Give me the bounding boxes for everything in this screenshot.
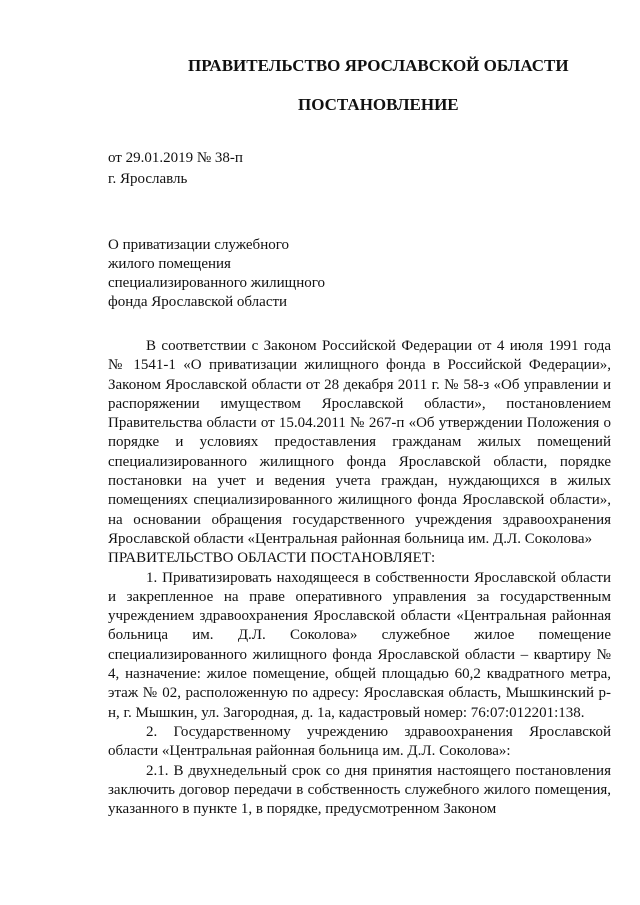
preamble-paragraph: В соответствии с Законом Российской Федерации от 4 июля 1991 года № 1541-1 «О приватизации жилищного фонда в Российской Федерации», Законом Ярославской области от 28 декабря 2011 г. № 58-з «Об управлении и распоряжении имуществом Ярославской области», постановлением Правительства области от 15.04.2011 № 267-п «Об утверждении Положения о порядке и условиях предоставления гражданам жилых помещений специализированного жилищного фонда Ярославской области, порядке постановки на учет и ведения учета граждан, нуждающихся в жилых помещениях специализированного жилищного фонда Ярославской области», на основании обращения государственного учреждения здравоохранения Ярославской области «Центральная районная больница им. Д.Л. Соколова» — [108, 338, 611, 547]
document-body — [108, 337, 611, 819]
item-1-paragraph: 1. Приватизировать находящееся в собственности Ярославской области и закрепленное на праве оперативного управления за государственным учреждением здравоохранения Ярославской области «Центральная районная больница им. Д.Л. Соколова» служебное жилое помещение специализированного жилищного фонда Ярославской области – квартиру № 4, назначение: жилое помещение, общей площадью 60,2 квадратного метра, этаж № 02, расположенную по адресу: Ярославская область, Мышкинский р-н, г. Мышкин, ул. Загородная, д. 1а, кадастровый номер: 76:07:012201:138. — [108, 569, 611, 721]
city: г. Ярославль — [108, 171, 188, 187]
subject-line: фонда Ярославской области — [108, 294, 288, 310]
document-type-heading: ПОСТАНОВЛЕНИЕ — [298, 95, 459, 114]
document-meta — [108, 148, 243, 190]
item-2-paragraph: 2. Государственному учреждению здравоохранения Ярославской области «Центральная районная больница им. Д.Л. Соколова»: — [108, 723, 611, 760]
date-number: от 29.01.2019 № 38-п — [108, 150, 243, 166]
document-subject — [108, 236, 358, 312]
subject-line: жилого помещения — [108, 256, 231, 272]
government-heading: ПРАВИТЕЛЬСТВО ЯРОСЛАВСКОЙ ОБЛАСТИ — [188, 56, 569, 75]
subject-line: О приватизации служебного — [108, 237, 289, 253]
resolves-line: ПРАВИТЕЛЬСТВО ОБЛАСТИ ПОСТАНОВЛЯЕТ: — [108, 550, 436, 567]
subject-line: специализированного жилищного — [108, 275, 326, 291]
item-2-1-paragraph: 2.1. В двухнедельный срок со дня принятия настоящего постановления заключить договор передачи в собственность служебного жилого помещения, указанного в пункте 1, в порядке, предусмотренном Законом — [108, 762, 611, 818]
